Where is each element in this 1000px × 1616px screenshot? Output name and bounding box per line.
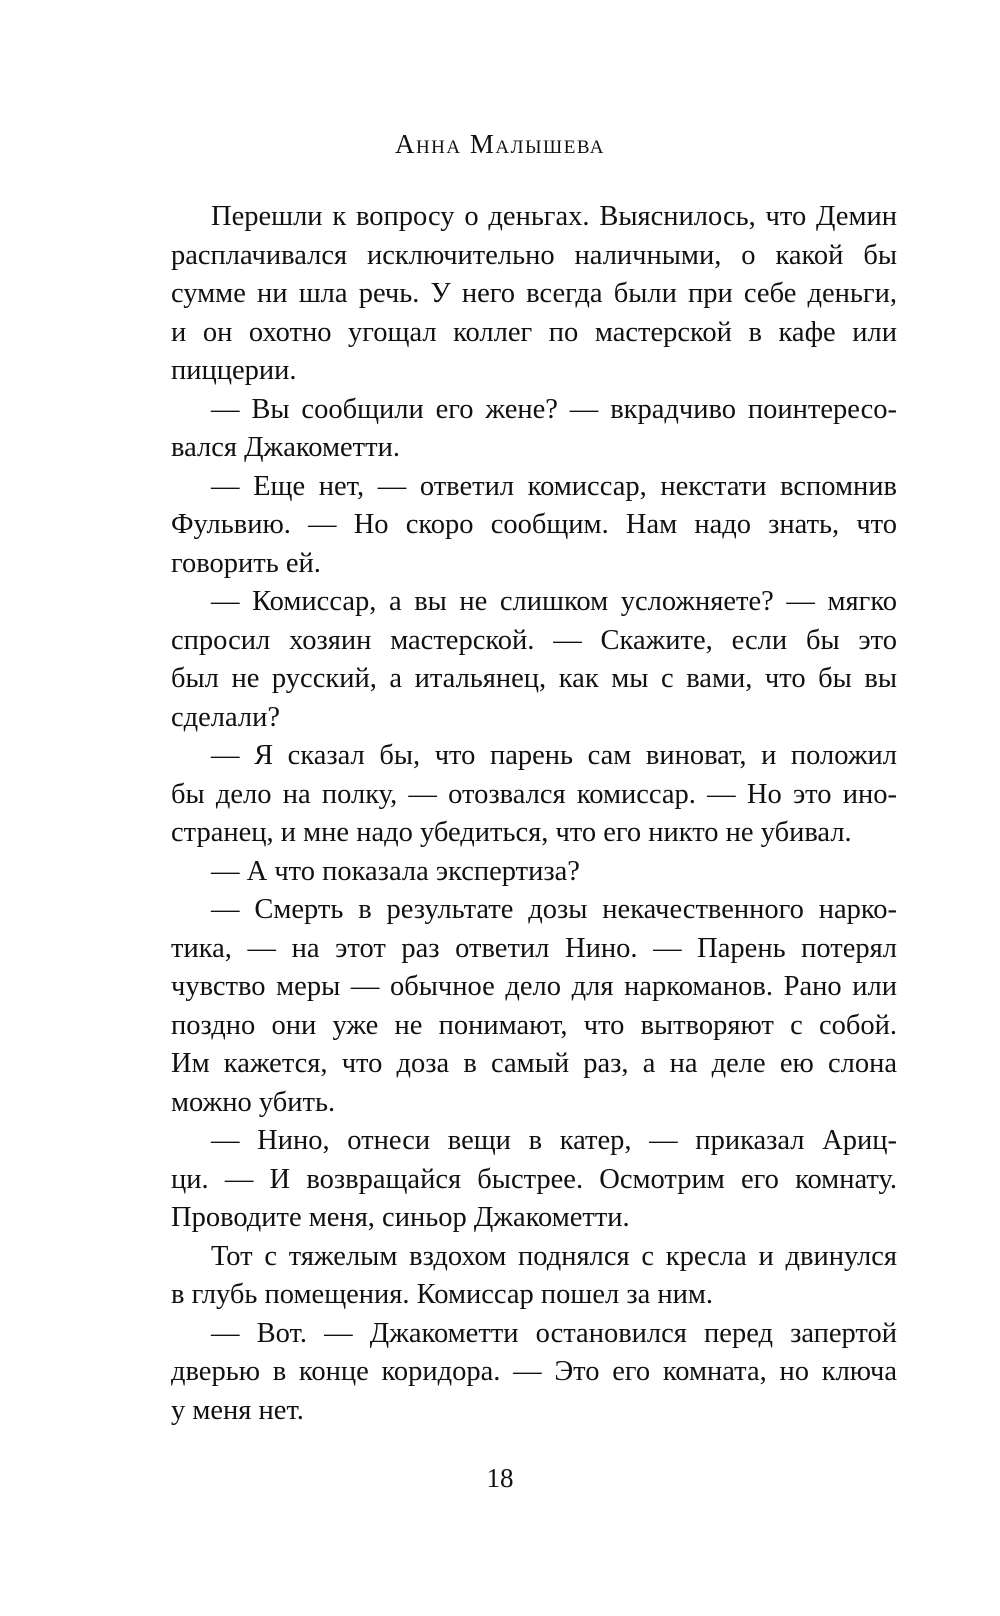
text-line: вался Джакометти.	[171, 432, 400, 463]
text-line: в глубь помещения. Комиссар пошел за ним.	[171, 1279, 714, 1310]
text-line: странец, и мне надо убедиться, что его никто не убивал.	[171, 817, 852, 848]
text-line: — Я сказал бы, что парень сам виноват, и положил	[211, 740, 897, 771]
text-line: — Нино, отнеси вещи в катер, — приказал Ариц-	[211, 1125, 897, 1156]
body-text	[171, 198, 897, 1430]
text-line: Фульвию. — Но скоро сообщим. Нам надо знать, что	[171, 509, 897, 540]
text-line: — Вы сообщили его жене? — вкрадчиво поинтересо-	[211, 393, 897, 425]
text-line: Тот с тяжелым вздохом поднялся с кресла и двинулся	[211, 1240, 897, 1272]
text-line: спросил хозяин мастерской. — Скажите, если бы это	[171, 624, 897, 656]
text-line: сделали?	[171, 701, 281, 733]
text-line: чувство меры — обычное дело для наркоманов. Рано или	[171, 971, 897, 1002]
text-line: бы дело на полку, — отозвался комиссар. — Но это ино-	[171, 778, 897, 810]
text-line: — Комиссар, а вы не слишком усложняете? — мягко	[211, 586, 897, 617]
text-line: ци. — И возвращайся быстрее. Осмотрим его комнату.	[171, 1163, 897, 1195]
text-line: был не русский, а итальянец, как мы с вами, что бы вы	[171, 663, 897, 694]
text-line: — Вот. — Джакометти остановился перед запертой	[211, 1317, 897, 1349]
text-line: дверью в конце коридора. — Это его комната, но ключа	[171, 1356, 897, 1387]
text-line: — А что показала экспертиза?	[211, 855, 580, 887]
text-line: и он охотно угощал коллег по мастерской в кафе или	[171, 316, 897, 348]
text-line: говорить ей.	[171, 547, 321, 579]
text-line: — Смерть в результате дозы некачественного нарко-	[211, 894, 897, 925]
running-head-author: Анна Малышева	[394, 129, 606, 159]
text-line: — Еще нет, — ответил комиссар, некстати вспомнив	[211, 470, 897, 502]
text-line: сумме ни шла речь. У него всегда были при себе деньги,	[171, 278, 897, 309]
text-line: у меня нет.	[171, 1394, 304, 1426]
text-line: расплачивался исключительно наличными, о какой бы	[171, 239, 897, 271]
text-line: Проводите меня, синьор Джакометти.	[171, 1202, 630, 1233]
text-line: Перешли к вопросу о деньгах. Выяснилось, что Демин	[211, 201, 897, 232]
page-number: 18	[486, 1463, 514, 1493]
text-line: пиццерии.	[171, 355, 297, 386]
text-line: Им кажется, что доза в самый раз, а на деле ею слона	[171, 1048, 897, 1079]
text-line: можно убить.	[171, 1086, 336, 1118]
text-line: тика, — на этот раз ответил Нино. — Парень потерял	[171, 932, 897, 964]
text-line: поздно они уже не понимают, что вытворяют с собой.	[171, 1009, 897, 1041]
